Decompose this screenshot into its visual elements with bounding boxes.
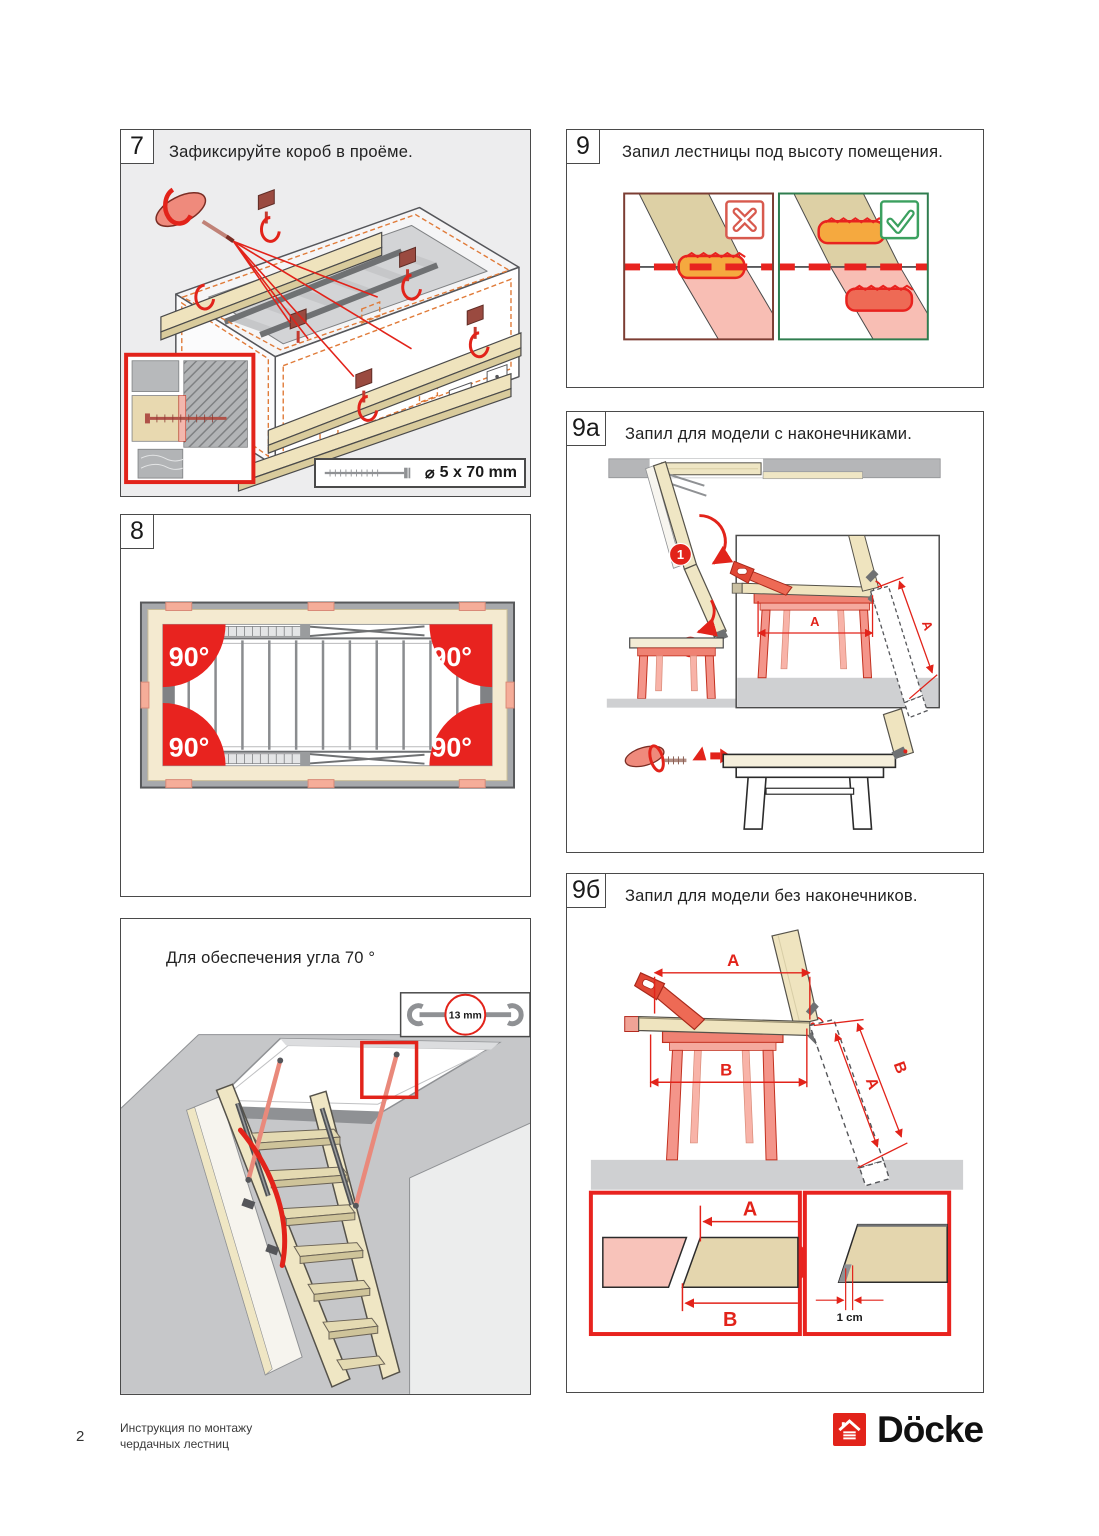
cut-correct-example <box>779 194 943 340</box>
cut-detail-after <box>805 1193 949 1334</box>
step9a-illustration <box>567 412 983 852</box>
wrong-icon <box>726 201 763 238</box>
step-7-number: 7 <box>130 132 144 160</box>
floor <box>591 1160 963 1190</box>
step9-illustration <box>567 130 983 387</box>
step-7-badge <box>120 129 154 164</box>
drill-icon <box>151 186 234 242</box>
panel-step-9b <box>566 873 984 1393</box>
stool <box>630 638 724 699</box>
end-cap <box>625 1017 639 1032</box>
document-title-line2: чердачных лестниц <box>120 1437 229 1451</box>
fixing-detail-inset <box>126 355 253 482</box>
dim-a-label: A <box>810 614 820 630</box>
step-9a-title: Запил для модели с наконечниками. <box>625 425 912 443</box>
angle-label-bottom-left: 90° <box>168 732 210 763</box>
step-above-line <box>819 218 885 243</box>
dim-a-incline-label: A <box>861 1075 882 1093</box>
step-7-title: Зафиксируйте короб в проёме. <box>169 143 413 161</box>
screw-head <box>145 413 150 423</box>
dim-b-bottom-label: B <box>720 1060 733 1080</box>
angle-label-top-left: 90° <box>168 642 210 673</box>
dim-b-incline-label: B <box>889 1059 910 1077</box>
document-title <box>120 1420 252 1452</box>
angle70-illustration <box>121 919 530 1394</box>
step-9a-number: 9а <box>572 414 600 442</box>
cut-piece-dashed <box>810 1020 884 1168</box>
step-1-badge <box>670 543 692 565</box>
angle-label-top-right: 90° <box>431 642 473 673</box>
step-9-badge <box>566 129 600 164</box>
document-title-line1: Инструкция по монтажу <box>120 1421 253 1435</box>
diameter-symbol: ⌀ <box>424 465 435 482</box>
panel-step-8 <box>120 514 531 897</box>
cut-detail-before <box>591 1193 800 1334</box>
cut-wrong-example <box>624 194 788 340</box>
step-9a-badge <box>566 411 606 446</box>
dim-a-incline-label: A <box>918 618 937 633</box>
drill-icon <box>623 742 686 772</box>
step9b-illustration <box>567 874 983 1392</box>
detail-dim-b-label: B <box>723 1309 738 1332</box>
correct-icon <box>881 201 918 238</box>
step-8-number: 8 <box>130 517 144 545</box>
wrench-label <box>401 993 530 1037</box>
step-below-line <box>846 286 912 311</box>
wrench-size-label: 13 mm <box>448 1010 482 1022</box>
step-9-title: Запил лестницы под высоту помещения. <box>622 143 943 161</box>
panel-step-9 <box>566 129 984 388</box>
saw-inset <box>730 535 939 717</box>
svg-text:1: 1 <box>676 546 685 562</box>
brand-house-icon <box>833 1413 866 1446</box>
fold-arrow-1 <box>699 516 725 564</box>
angle-label-bottom-right: 90° <box>431 732 473 763</box>
screw-size-text: 5 x 70 mm <box>439 464 517 481</box>
detail-dim-a-label: A <box>742 1198 758 1221</box>
board-on-table <box>723 754 895 767</box>
step-9-number: 9 <box>576 132 590 160</box>
brand-logo <box>833 1411 983 1448</box>
dim-a-top-label: A <box>727 950 740 970</box>
step-9b-badge <box>566 873 606 908</box>
panel-angle-70 <box>120 918 531 1395</box>
step7-illustration <box>121 130 530 496</box>
screw-size-label <box>314 458 526 488</box>
panel-step-7 <box>120 129 531 497</box>
screw-icon <box>323 466 420 480</box>
offset-1cm-label: 1 cm <box>836 1312 863 1325</box>
brand-name: Döcke <box>877 1409 984 1450</box>
angle-70-title: Для обеспечения угла 70 ° <box>166 949 376 967</box>
step-9b-title: Запил для модели без наконечников. <box>625 887 918 905</box>
step-8-badge <box>120 514 154 549</box>
step8-illustration <box>121 515 530 896</box>
page-number: 2 <box>76 1428 85 1445</box>
drill-scene <box>623 709 913 829</box>
panel-step-9a <box>566 411 984 853</box>
step-9b-number: 9б <box>572 876 601 904</box>
work-table <box>663 1031 783 1159</box>
